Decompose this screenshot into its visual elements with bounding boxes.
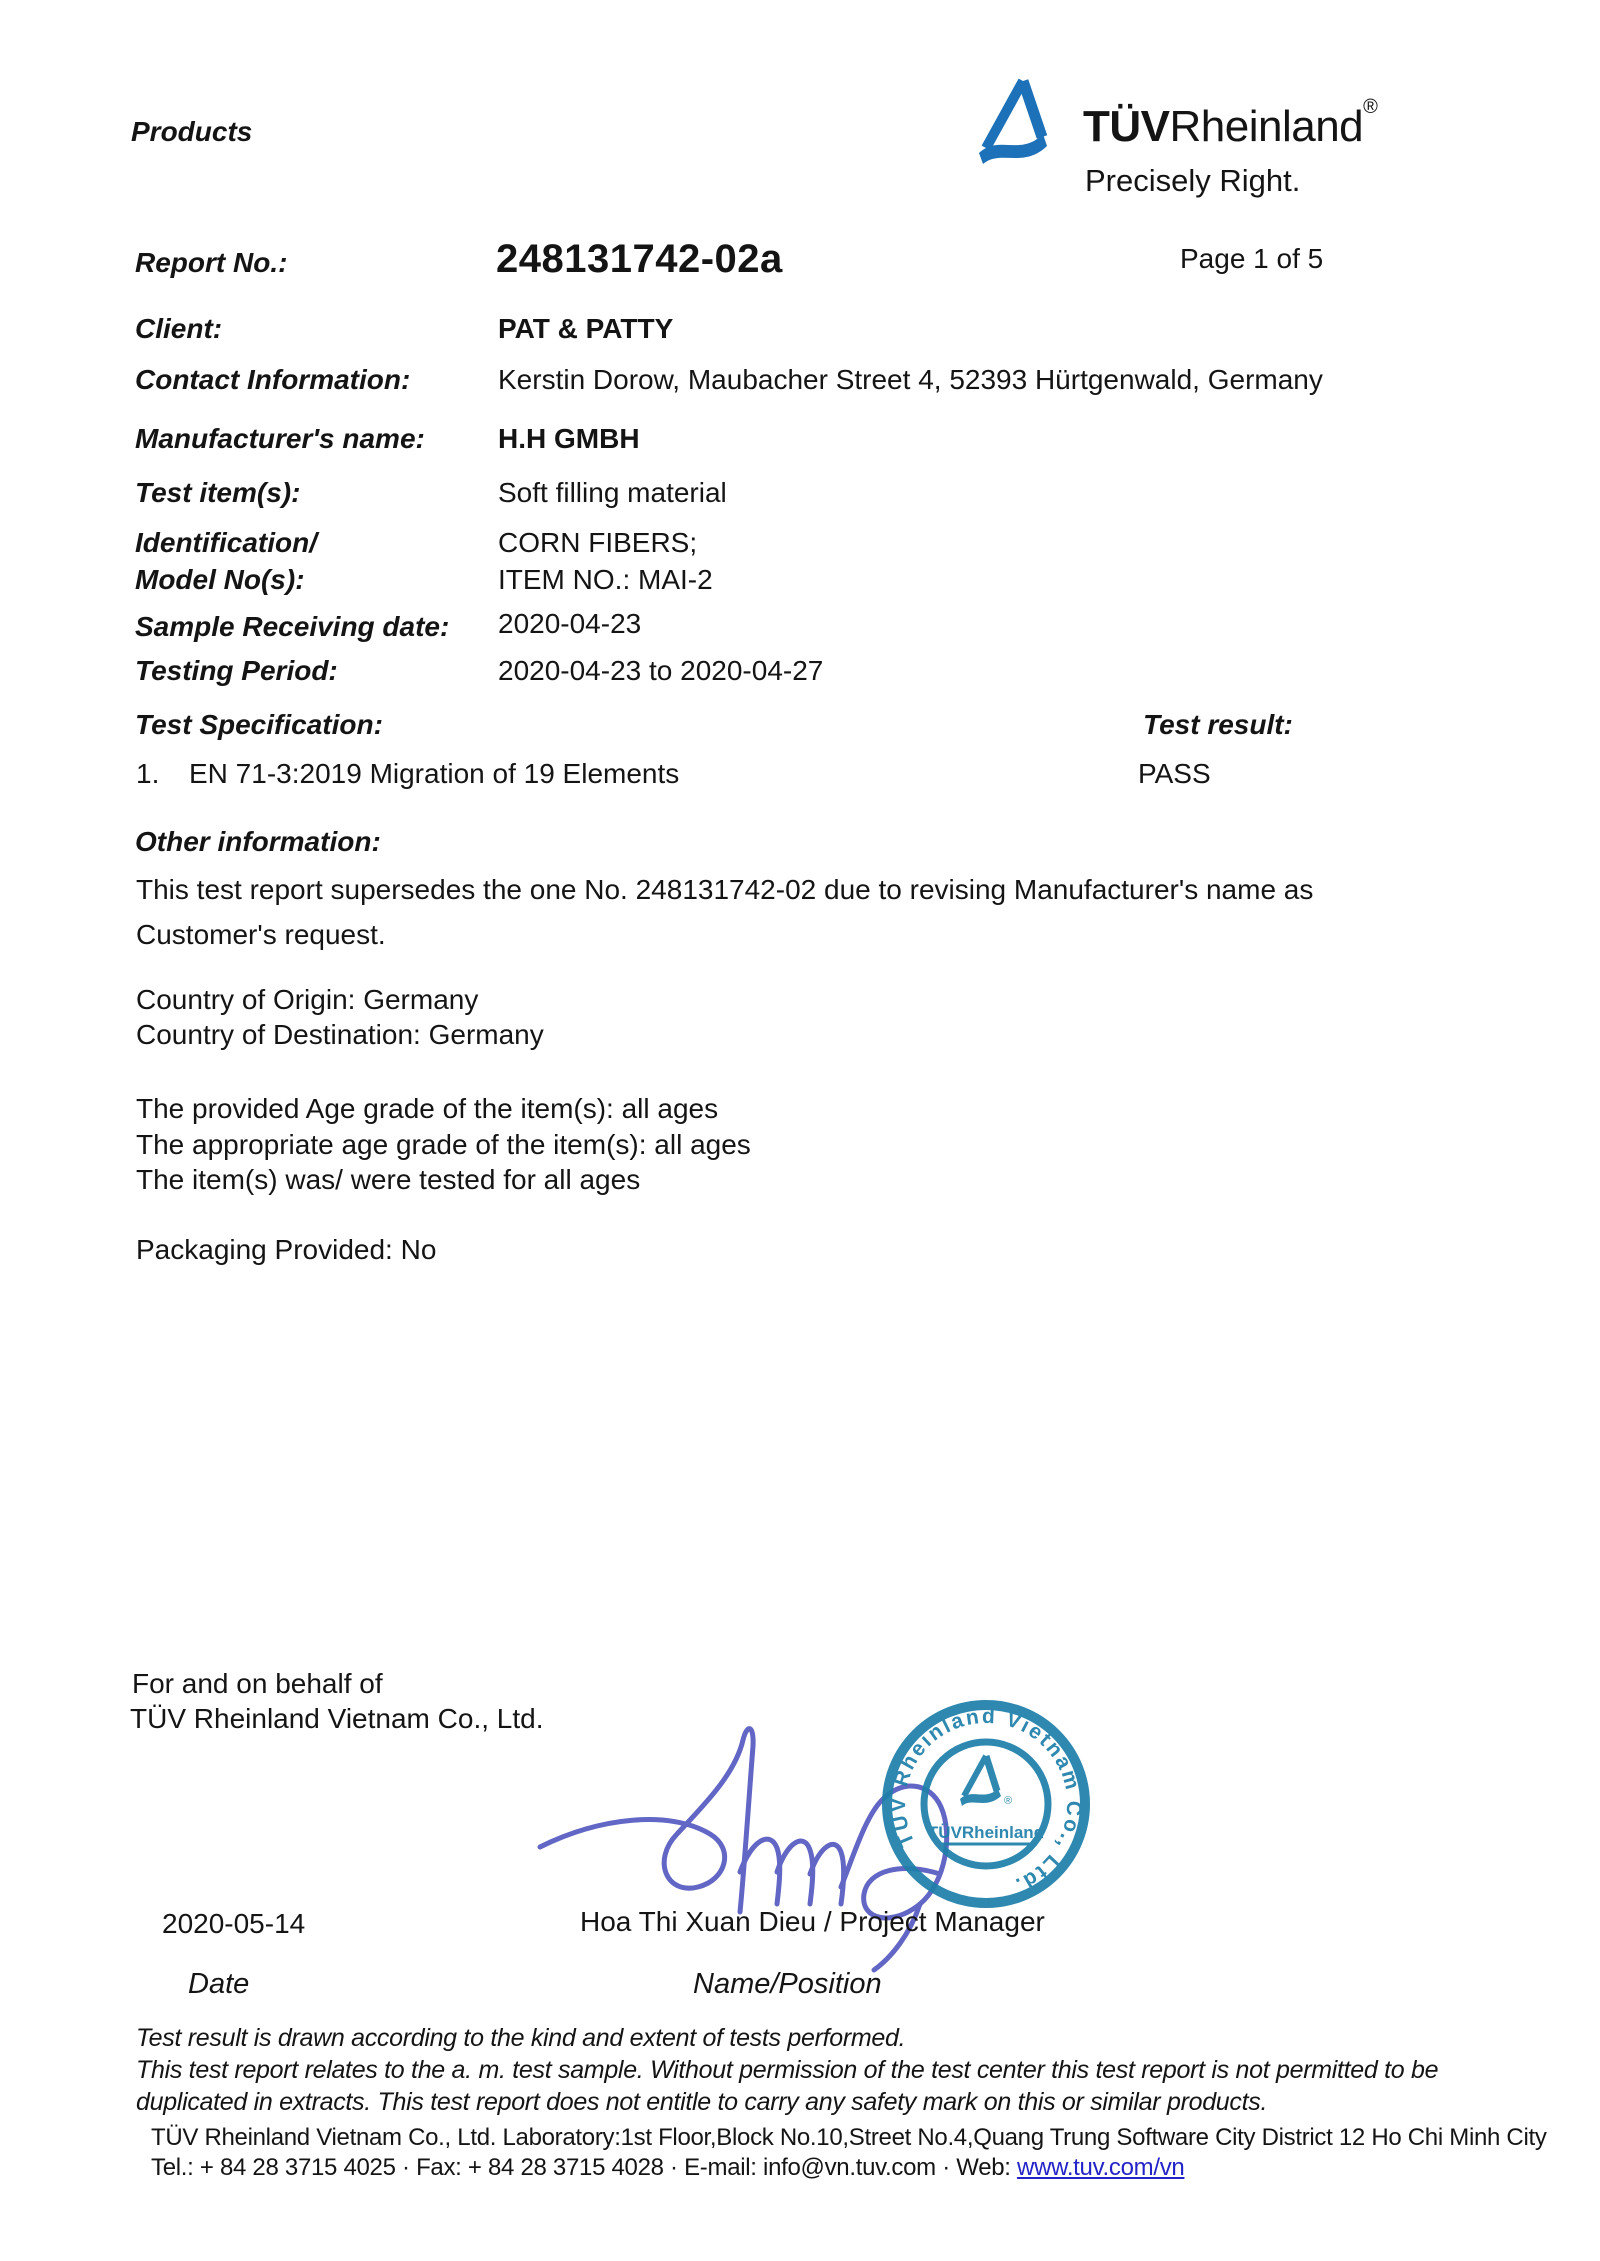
stamp-registered-mark: ® xyxy=(1004,1795,1013,1807)
disclaimer-line-2: This test report relates to the a. m. test sample. Without permission of the test center this test report is not permitted to be xyxy=(136,2056,1439,2084)
report-no-value: 248131742-02a xyxy=(496,237,783,281)
tuv-logo-wordmark xyxy=(1083,96,1377,152)
page-number: Page 1 of 5 xyxy=(1180,243,1324,274)
other-information-heading: Other information: xyxy=(135,826,381,857)
country-of-destination: Country of Destination: Germany xyxy=(136,1019,544,1050)
logo-rheinland-text: Rheinland xyxy=(1169,102,1364,151)
test-result-heading: Test result: xyxy=(1143,709,1293,740)
spec-item-name: EN 71-3:2019 Migration of 19 Elements xyxy=(189,758,680,789)
client-label: Client: xyxy=(135,313,223,344)
tuv-logo-triangle-icon xyxy=(973,74,1067,168)
laboratory-address: TÜV Rheinland Vietnam Co., Ltd. Laboratory:1st Floor,Block No.10,Street No.4,Quang Trung Software City District 12 Ho Chi Minh City xyxy=(151,2124,1547,2151)
provided-age-grade: The provided Age grade of the item(s): all ages xyxy=(136,1093,719,1124)
company-stamp xyxy=(880,1698,1092,1910)
registered-mark: ® xyxy=(1363,96,1378,118)
sample-receiving-date-value: 2020-04-23 xyxy=(498,608,642,639)
laboratory-contact xyxy=(151,2154,1184,2182)
behalf-line-1: For and on behalf of xyxy=(132,1668,383,1699)
manufacturer-name-value: H.H GMBH xyxy=(498,423,640,454)
signatory-name-position: Hoa Thi Xuan Dieu / Project Manager xyxy=(580,1906,1045,1937)
signature-date-value: 2020-05-14 xyxy=(162,1908,306,1939)
disclaimer-line-1: Test result is drawn according to the kind and extent of tests performed. xyxy=(136,2024,906,2052)
website-link[interactable]: www.tuv.com/vn xyxy=(1017,2154,1185,2181)
contact-information-label: Contact Information: xyxy=(135,364,411,395)
tested-for-all-ages: The item(s) was/ were tested for all ages xyxy=(136,1164,641,1195)
behalf-line-2: TÜV Rheinland Vietnam Co., Ltd. xyxy=(130,1703,544,1734)
test-items-label: Test item(s): xyxy=(135,477,301,508)
stamp-ring-text: TÜV Rheinland Vietnam Co., Ltd. xyxy=(887,1704,1086,1898)
logo-tuv-text: TÜV xyxy=(1083,102,1170,151)
date-caption: Date xyxy=(188,1968,250,2000)
packaging-provided: Packaging Provided: No xyxy=(136,1234,437,1265)
supersede-line-1: This test report supersedes the one No. 248131742-02 due to revising Manufacturer's name as xyxy=(136,874,1314,905)
contact-details-text: Tel.: + 84 28 3715 4025 · Fax: + 84 28 3715 4028 · E-mail: info@vn.tuv.com · Web: xyxy=(151,2154,1018,2181)
client-value: PAT & PATTY xyxy=(498,313,674,344)
name-position-caption: Name/Position xyxy=(693,1968,882,2000)
contact-information-value: Kerstin Dorow, Maubacher Street 4, 52393 Hürtgenwald, Germany xyxy=(498,364,1323,395)
identification-label-line1: Identification/ xyxy=(135,527,317,558)
disclaimer-line-3: duplicated in extracts. This test report does not entitle to carry any safety mark on this or similar products. xyxy=(136,2088,1268,2116)
manufacturer-name-label: Manufacturer's name: xyxy=(135,423,425,454)
test-items-value: Soft filling material xyxy=(498,477,727,508)
stamp-triangle-icon xyxy=(960,1756,1012,1807)
supersede-line-2: Customer's request. xyxy=(136,919,386,950)
appropriate-age-grade: The appropriate age grade of the item(s): all ages xyxy=(136,1129,751,1160)
logo-tagline: Precisely Right. xyxy=(1085,163,1301,198)
testing-period-label: Testing Period: xyxy=(135,655,338,686)
identification-value-line1: CORN FIBERS; xyxy=(498,527,698,558)
sample-receiving-date-label: Sample Receiving date: xyxy=(135,611,450,642)
identification-label-line2: Model No(s): xyxy=(135,564,305,595)
stamp-brand-text: TÜVRheinland xyxy=(927,1823,1045,1842)
test-specification-heading: Test Specification: xyxy=(135,709,383,740)
report-no-label: Report No.: xyxy=(135,247,288,278)
country-of-origin: Country of Origin: Germany xyxy=(136,984,479,1015)
spec-item-result: PASS xyxy=(1138,758,1211,789)
testing-period-value: 2020-04-23 to 2020-04-27 xyxy=(498,655,824,686)
products-label: Products xyxy=(131,116,253,147)
spec-item-number: 1. xyxy=(136,758,160,789)
identification-value-line2: ITEM NO.: MAI-2 xyxy=(498,564,713,595)
